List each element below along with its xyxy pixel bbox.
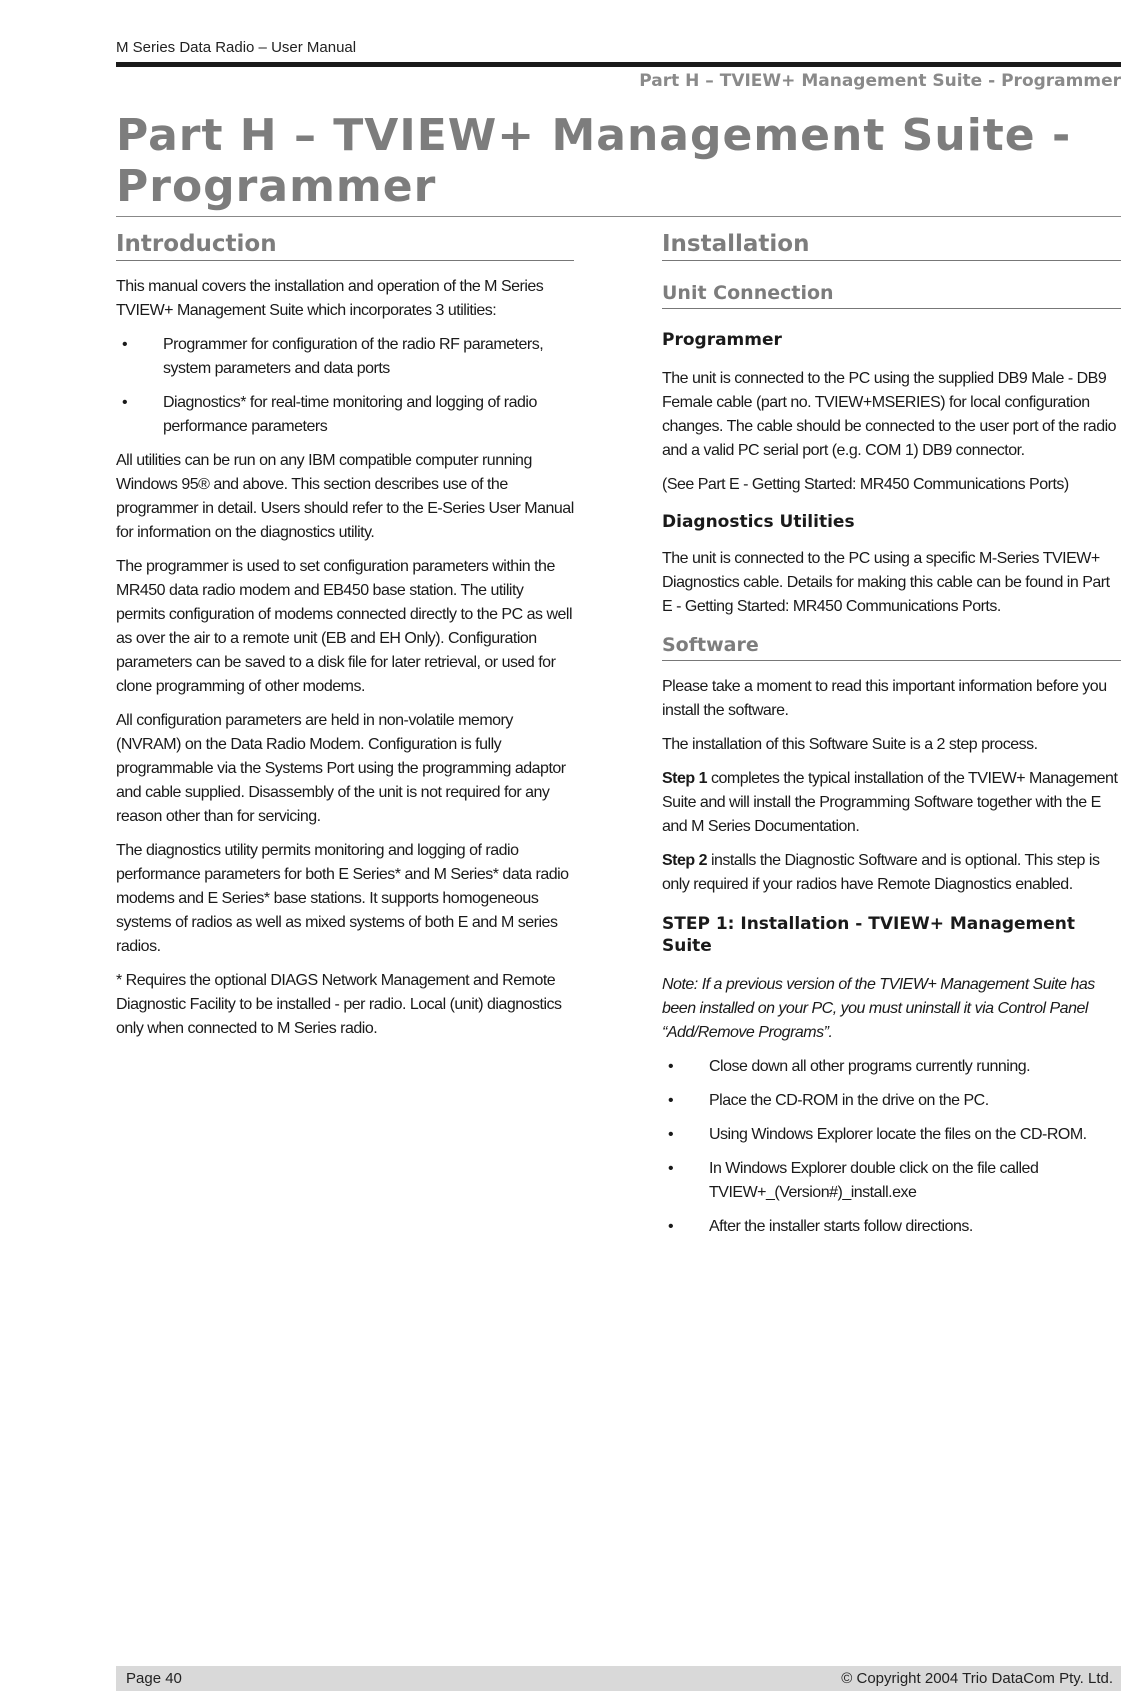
programmer-heading: Programmer: [662, 330, 782, 350]
step2-label: Step 2: [662, 852, 708, 869]
step1-text: completes the typical installation of the TVIEW+ Management Suite and will install the Programming Software together with the E and M Series Documentation.: [662, 770, 1118, 835]
page-title-line1: Part H – TVIEW+ Management Suite -: [116, 110, 1072, 161]
software-paragraph-1: Please take a moment to read this important information before you install the software.: [662, 678, 1107, 719]
bullet-icon: •: [668, 1218, 674, 1235]
bullet-icon: •: [668, 1160, 674, 1177]
list-item-text: Diagnostics* for real-time monitoring and logging of radio performance parameters: [163, 394, 537, 435]
intro-paragraph-1: This manual covers the installation and operation of the M Series TVIEW+ Management Suite which incorporates 3 utilities:: [116, 278, 544, 319]
intro-footnote: * Requires the optional DIAGS Network Management and Remote Diagnostic Facility to be installed - per radio. Local (unit) diagnostics only when connected to M Series radio.: [116, 972, 562, 1037]
list-item-text: Programmer for configuration of the radio RF parameters, system parameters and data ports: [163, 336, 544, 377]
diagnostics-heading: Diagnostics Utilities: [662, 512, 855, 532]
left-column: [116, 232, 574, 1041]
manual-title: M Series Data Radio – User Manual: [116, 39, 357, 56]
bullet-icon: •: [122, 394, 128, 411]
uninstall-note: Note: If a previous version of the TVIEW+ Management Suite has been installed on your PC, you must uninstall it via Control Panel “Add/Remove Programs”.: [662, 976, 1095, 1041]
step2-paragraph: [662, 849, 1121, 897]
page-title: [116, 110, 1106, 212]
programmer-see-also: (See Part E - Getting Started: MR450 Communications Ports): [662, 476, 1069, 493]
list-item-text: In Windows Explorer double click on the file called TVIEW+_(Version#)_install.exe: [709, 1160, 1039, 1201]
step1-label: Step 1: [662, 770, 708, 787]
page-title-line2: Programmer: [116, 161, 437, 212]
introduction-heading: Introduction: [116, 232, 574, 261]
installation-heading: Installation: [662, 232, 1121, 261]
intro-paragraph-5: The diagnostics utility permits monitoring and logging of radio performance parameters for both E Series* and M Series* data radio modems and E Series* base stations. It supports homogeneous systems of radios as well as mixed systems of both E and M series radios.: [116, 842, 569, 955]
bullet-icon: •: [668, 1126, 674, 1143]
list-item: [662, 1157, 1121, 1205]
list-item-text: Using Windows Explorer locate the files on the CD-ROM.: [709, 1126, 1087, 1143]
step2-text: installs the Diagnostic Software and is optional. This step is only required if your radios have Remote Diagnostics enabled.: [662, 852, 1100, 893]
page-number: Page 40: [126, 1670, 182, 1687]
bullet-icon: •: [668, 1092, 674, 1109]
step1-paragraph: [662, 767, 1121, 839]
software-heading: Software: [662, 633, 1121, 661]
list-item: [116, 333, 574, 381]
intro-paragraph-2: All utilities can be run on any IBM compatible computer running Windows 95® and above. This section describes use of the programmer in detail. Users should refer to the E-Series User Manual for information on the diagnostics utility.: [116, 452, 574, 541]
list-item-text: Close down all other programs currently running.: [709, 1058, 1031, 1075]
list-item: [662, 1055, 1121, 1079]
software-paragraph-2: The installation of this Software Suite is a 2 step process.: [662, 736, 1038, 753]
copyright: © Copyright 2004 Trio DataCom Pty. Ltd.: [841, 1670, 1113, 1687]
list-item: [662, 1215, 1121, 1239]
title-rule: [116, 216, 1121, 217]
bullet-icon: •: [668, 1058, 674, 1075]
programmer-paragraph: The unit is connected to the PC using the supplied DB9 Male - DB9 Female cable (part no. TVIEW+MSERIES) for local configuration changes. The cable should be connected to the user port of the radio and a valid PC serial port (e.g. COM 1) DB9 connector.: [662, 370, 1117, 459]
list-item: [662, 1123, 1121, 1147]
list-item: [116, 391, 574, 439]
bullet-icon: •: [122, 336, 128, 353]
running-head: Part H – TVIEW+ Management Suite - Programmer: [639, 71, 1121, 91]
step1-heading: STEP 1: Installation - TVIEW+ Management Suite: [662, 914, 1076, 956]
intro-paragraph-3: The programmer is used to set configuration parameters within the MR450 data radio modem and EB450 base station. The utility permits configuration of modems connected directly to the PC as well as over the air to a remote unit (EB and EH Only). Configuration parameters can be saved to a disk file for later retrieval, or used for clone programming of other modems.: [116, 558, 573, 695]
diagnostics-paragraph: The unit is connected to the PC using a specific M-Series TVIEW+ Diagnostics cable. Details for making this cable can be found in Part E - Getting Started: MR450 Communications Ports.: [662, 550, 1110, 615]
right-column: [662, 232, 1121, 1239]
list-item: [662, 1089, 1121, 1113]
unit-connection-heading: Unit Connection: [662, 281, 1121, 309]
intro-paragraph-4: All configuration parameters are held in non-volatile memory (NVRAM) on the Data Radio Modem. Configuration is fully programmable via the Systems Port using the programming adaptor and cable supplied. Disassembly of the unit is not required for any reason other than for servicing.: [116, 712, 566, 825]
header-rule: [116, 62, 1121, 67]
list-item-text: Place the CD-ROM in the drive on the PC.: [709, 1092, 989, 1109]
footer-bar: [116, 1666, 1121, 1691]
list-item-text: After the installer starts follow directions.: [709, 1218, 973, 1235]
